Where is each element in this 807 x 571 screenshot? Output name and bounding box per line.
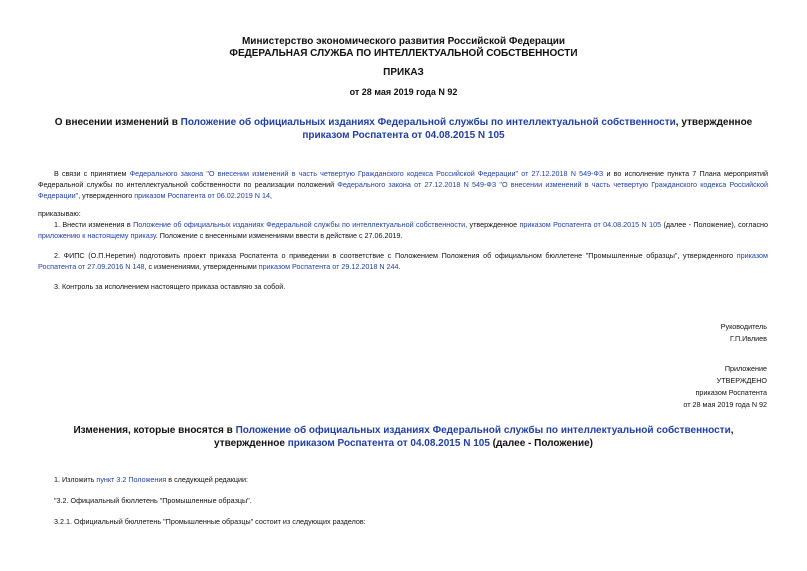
appendix-stamp: [683, 363, 767, 411]
change1-text-2: в следующей редакции:: [166, 475, 249, 484]
preamble-link-order[interactable]: приказом Роспатента от 06.02.2019 N 14: [134, 191, 270, 200]
approved-label: УТВЕРЖДЕНО: [716, 376, 767, 385]
subject-link-regulation[interactable]: Положение об официальных изданиях Федеральной службы по интеллектуальной собственности: [180, 117, 676, 128]
item-1: [38, 219, 768, 241]
appendix-label: Приложение: [724, 364, 767, 373]
subject-link-order[interactable]: приказом Роспатента от 04.08.2015 N 105: [302, 130, 505, 141]
subject-middle: , утвержденное: [675, 117, 753, 128]
item-2: [38, 250, 768, 272]
item1-link-appendix[interactable]: приложению к настоящему приказу: [38, 231, 156, 240]
item1-text-2: , утвержденное: [465, 220, 520, 229]
changes-title-text-3: (далее - Положение): [489, 438, 593, 449]
item1-text-4: . Положение с внесенными изменениями ввести в действие с 27.06.2019.: [155, 231, 403, 240]
preamble-text-2: и во исполнение пункта 7 Плана мероприятий Федеральной службы по интеллектуальной собственности по реализации положений: [38, 169, 768, 189]
item2-link-order-148[interactable]: приказом Роспатента от 27.09.2016 N 148: [38, 251, 768, 271]
doc-subject: [30, 116, 777, 142]
approved-by: приказом Роспатента: [695, 388, 767, 397]
preamble-link-law[interactable]: Федерального закона "О внесении изменений в часть четвертую Гражданского кодекса Российской Федерации" от 27.12.2018 N 549-ФЗ: [129, 169, 604, 178]
preamble-text-1: В связи с принятием: [54, 169, 130, 178]
changes-title-text-2: , утвержденное: [214, 425, 734, 449]
change-1: [38, 474, 768, 485]
item1-link-order[interactable]: приказом Роспатента от 04.08.2015 N 105: [519, 220, 662, 229]
doc-type: ПРИКАЗ: [383, 67, 424, 78]
signature-name: Г.П.Ивлиев: [729, 334, 767, 343]
changes-title-link-order[interactable]: приказом Роспатента от 04.08.2015 N 105: [287, 438, 490, 449]
doc-date-number: от 28 мая 2019 года N 92: [349, 87, 458, 97]
changes-title: [40, 424, 767, 450]
preamble-link-law-2[interactable]: Федерального закона от 27.12.2018 N 549-ФЗ "О внесении изменений в часть четвертую Гражданского кодекса Российской Федерации": [38, 180, 768, 200]
preamble-text-4: ,: [269, 191, 272, 200]
quote-3-2-1: 3.2.1. Официальный бюллетень "Промышленные образцы" состоит из следующих разделов:: [54, 517, 366, 526]
item1-text-3: (далее - Положение), согласно: [661, 220, 768, 229]
preamble-paragraph: [38, 168, 768, 201]
item1-text-1: 1. Внести изменения в: [54, 220, 134, 229]
orders-word: приказываю:: [38, 209, 81, 218]
change1-text-1: 1. Изложить: [54, 475, 97, 484]
changes-title-link-regulation[interactable]: Положение об официальных изданиях Федеральной службы по интеллектуальной собственности: [235, 425, 731, 436]
approved-date: от 28 мая 2019 года N 92: [683, 400, 767, 409]
preamble-text-3: , утвержденного: [78, 191, 135, 200]
changes-title-text-1: Изменения, которые вносятся в: [73, 425, 236, 436]
item2-text-1: 2. ФИПС (О.П.Неретин) подготовить проект приказа Роспатента о приведении в соответствие с Положением Положения об официальном бюллетене "Промышленные образцы", утвержденного: [54, 251, 737, 260]
header: [0, 36, 807, 60]
item2-text-3: .: [398, 262, 401, 271]
service-name: ФЕДЕРАЛЬНАЯ СЛУЖБА ПО ИНТЕЛЛЕКТУАЛЬНОЙ СОБСТВЕННОСТИ: [229, 48, 578, 59]
item1-link-regulation[interactable]: Положение об официальных изданиях Федеральной службы по интеллектуальной собственности: [133, 220, 466, 229]
signature-role: Руководитель: [720, 322, 767, 331]
subject-prefix: О внесении изменений в: [54, 117, 181, 128]
item2-text-2: , с изменениями, утвержденными: [144, 262, 259, 271]
quote-3-2: "3.2. Официальный бюллетень "Промышленные образцы".: [54, 496, 252, 505]
signature-block: [721, 321, 767, 345]
ministry-name: Министерство экономического развития Российской Федерации: [241, 36, 566, 47]
change1-link-clause[interactable]: пункт 3.2 Положения: [96, 475, 167, 484]
item-3: 3. Контроль за исполнением настоящего приказа оставляю за собой.: [54, 282, 286, 291]
item2-link-order-244[interactable]: приказом Роспатента от 29.12.2018 N 244: [258, 262, 399, 271]
